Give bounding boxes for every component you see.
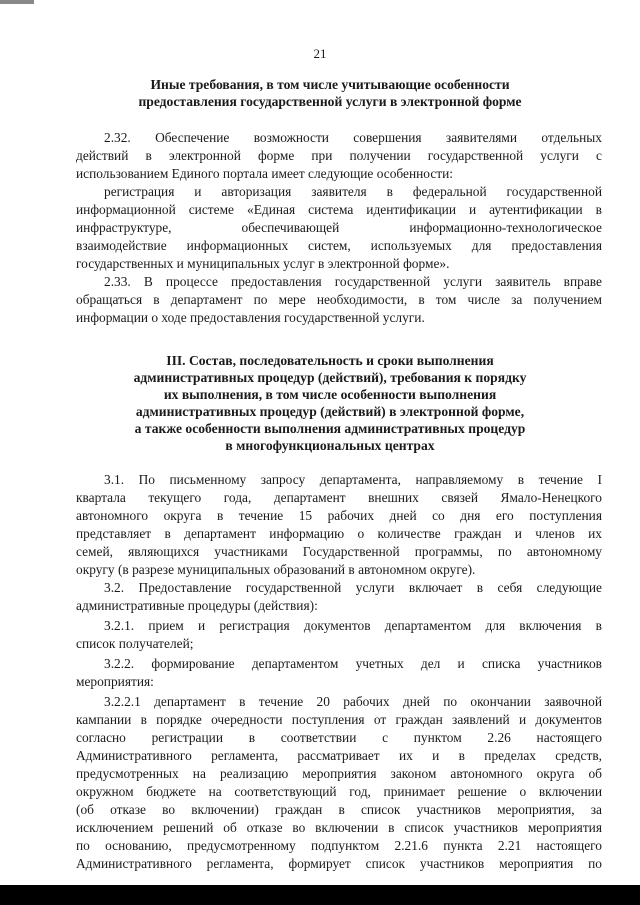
paragraph-line: административные процедуры (действия): bbox=[76, 598, 318, 613]
scan-bottom-edge bbox=[0, 885, 640, 905]
paragraph-line: семей, являющихся участниками Государственной программы, по автономному bbox=[76, 544, 602, 559]
paragraph-line: регистрация и авторизация заявителя в федеральной государственной bbox=[104, 184, 602, 199]
paragraph-line: кампании в порядке очередности поступления от граждан заявлений и документов bbox=[76, 712, 602, 727]
heading-line: административных процедур (действий), требования к порядку bbox=[133, 370, 527, 385]
paragraph-line: согласно регистрации в соответствии с пунктом 2.26 настоящего bbox=[76, 730, 602, 745]
paragraph-line: взаимодействие информационных систем, используемых для предоставления bbox=[76, 238, 602, 253]
paragraph-line: мероприятия: bbox=[76, 674, 154, 689]
paragraph-line: Административного регламента, рассматривает их и в пределах средств, bbox=[76, 748, 602, 763]
section-heading-iii bbox=[90, 352, 570, 454]
paragraph-line: предусмотренных на реализацию мероприятия законом автономного округа об bbox=[76, 766, 602, 781]
heading-line: их выполнения, в том числе особенности выполнения bbox=[163, 387, 497, 402]
scan-corner-mark bbox=[0, 0, 34, 4]
heading-line: в многофункциональных центрах bbox=[225, 438, 435, 453]
paragraph-line: информации о ходе предоставления государственной услуги. bbox=[76, 310, 425, 325]
paragraph-line: (об отказе во включении) граждан в список участников мероприятия, за bbox=[76, 802, 602, 817]
paragraph-line: инфраструктуре, обеспечивающей информационно-технологическое bbox=[76, 220, 602, 235]
page-number: 21 bbox=[313, 46, 327, 61]
paragraph-line: 3.2.2. формирование департаментом учетных дел и списка участников bbox=[104, 656, 602, 671]
paragraph-line: окружном бюджете на соответствующий год, принимает решение о включении bbox=[76, 784, 602, 799]
paragraph-line: квартала текущего года, департамент внешних связей Ямало-Ненецкого bbox=[76, 490, 602, 505]
paragraph-line: использованием Единого портала имеет следующие особенности: bbox=[76, 166, 454, 181]
paragraph-line: представляет в департамент информацию о количестве граждан и членов их bbox=[76, 526, 602, 541]
paragraph-line: 2.33. В процессе предоставления государственной услуги заявитель вправе bbox=[104, 274, 602, 289]
paragraph-line: исключением решений об отказе во включении в список участников мероприятия bbox=[76, 820, 602, 835]
heading-line: Иные требования, в том числе учитывающие особенности bbox=[150, 77, 510, 92]
paragraph-line: 3.2.1. прием и регистрация документов департаментом для включения в bbox=[104, 618, 602, 633]
heading-line: предоставления государственной услуги в электронной форме bbox=[138, 94, 522, 109]
section-heading-other-requirements bbox=[90, 76, 570, 110]
paragraph-line: по основанию, предусмотренному подпунктом 2.21.6 пункта 2.21 настоящего bbox=[76, 838, 602, 853]
paragraph-line: действий в электронной форме при получении государственной услуги с bbox=[76, 148, 602, 163]
heading-line: а также особенности выполнения административных процедур bbox=[134, 421, 526, 436]
paragraph-line: 2.32. Обеспечение возможности совершения заявителями отдельных bbox=[104, 130, 602, 145]
paragraph-line: список получателей; bbox=[76, 636, 194, 651]
paragraph-line: 3.1. По письменному запросу департамента, направляемому в течение I bbox=[104, 472, 602, 487]
paragraph-line: Административного регламента, формирует список участников мероприятия по bbox=[76, 856, 602, 871]
paragraph-line: информационной системе «Единая система идентификации и аутентификации в bbox=[76, 202, 602, 217]
paragraph-line: 3.2. Предоставление государственной услуги включает в себя следующие bbox=[104, 580, 602, 595]
paragraph-line: обращаться в департамент по мере необходимости, в том числе за получением bbox=[76, 292, 602, 307]
paragraph-line: округу (в разрезе муниципальных образований в автономном округе). bbox=[76, 562, 476, 577]
paragraph-line: автономного округа в течение 15 рабочих дней со дня его поступления bbox=[76, 508, 602, 523]
paragraph-line: 3.2.2.1 департамент в течение 20 рабочих дней по окончании заявочной bbox=[104, 694, 602, 709]
heading-line: административных процедур (действий) в электронной форме, bbox=[135, 404, 525, 419]
heading-line: III. Состав, последовательность и сроки выполнения bbox=[166, 353, 494, 368]
paragraph-line: государственных и муниципальных услуг в электронной форме». bbox=[76, 256, 450, 271]
